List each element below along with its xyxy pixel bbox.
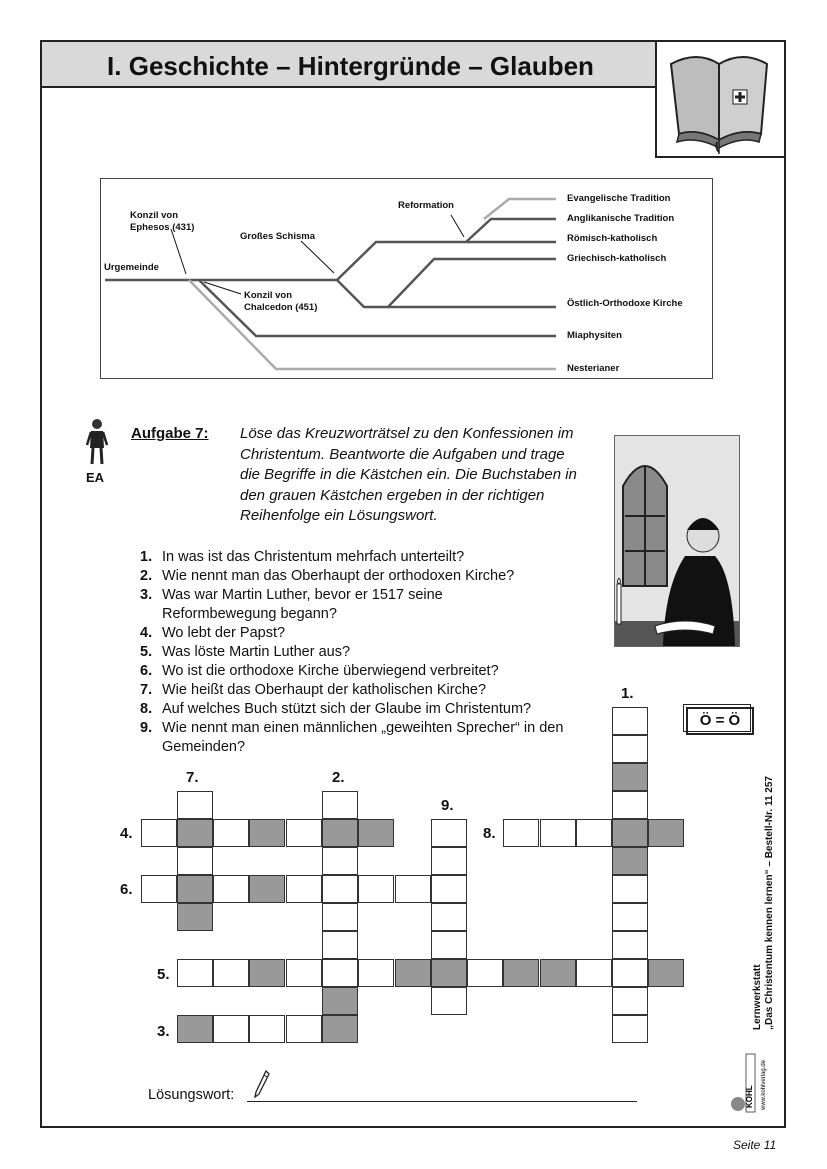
clue-number-9: 9. (441, 797, 454, 814)
publisher-logo (728, 1050, 776, 1119)
crossword-solution-cell[interactable] (249, 875, 285, 903)
label-nesterianer: Nesterianer (567, 363, 620, 374)
crossword-cell[interactable] (431, 875, 467, 903)
label-orthodox: Östlich-Orthodoxe Kirche (567, 298, 683, 309)
crossword-cell[interactable] (612, 875, 648, 903)
crossword-cell[interactable] (286, 875, 322, 903)
crossword-cell[interactable] (503, 819, 539, 847)
crossword-cell[interactable] (431, 819, 467, 847)
label-urgemeinde: Urgemeinde (104, 262, 159, 273)
crossword-cell[interactable] (177, 959, 213, 987)
list-item: 9. Wie nennt man einen männlichen „geweihten Sprecher“ in den Gemeinden? (140, 720, 564, 755)
crossword-solution-cell[interactable] (503, 959, 539, 987)
crossword-cell[interactable] (612, 735, 648, 763)
crossword-solution-cell[interactable] (395, 959, 431, 987)
crossword-cell[interactable] (612, 791, 648, 819)
bible-book-icon (657, 42, 784, 156)
crossword-cell[interactable] (249, 1015, 285, 1043)
crossword-cell[interactable] (467, 959, 503, 987)
crossword-cell[interactable] (213, 959, 249, 987)
crossword-cell[interactable] (612, 931, 648, 959)
crossword-solution-cell[interactable] (612, 819, 648, 847)
crossword-solution-cell[interactable] (322, 819, 358, 847)
svg-text:KOHL: KOHL (745, 1085, 754, 1108)
crossword-cell[interactable] (395, 875, 431, 903)
side-publication-info (752, 776, 776, 1030)
crossword-solution-cell[interactable] (612, 847, 648, 875)
label-konzil-chalcedon-1: Konzil von (244, 290, 293, 301)
list-item: 8. Auf welches Buch stützt sich der Glaube im Christentum? (140, 701, 532, 717)
crossword-cell[interactable] (612, 1015, 648, 1043)
crossword-cell[interactable] (431, 847, 467, 875)
crossword-cell[interactable] (576, 819, 612, 847)
crossword-cell[interactable] (141, 875, 177, 903)
crossword-cell[interactable] (358, 875, 394, 903)
task-instructions: Löse das Kreuzworträtsel zu den Konfessionen im Christentum. Beantworte die Aufgaben und trage die Begriffe in die Kästchen ein. Die Buchstaben in den grauen Kästchen ergeben in der richtigen Reihenfolge ein Lösungswort. (240, 425, 577, 524)
crossword-cell[interactable] (177, 791, 213, 819)
crossword-cell[interactable] (286, 819, 322, 847)
crossword-cell[interactable] (286, 1015, 322, 1043)
crossword-solution-cell[interactable] (249, 959, 285, 987)
crossword-cell[interactable] (213, 819, 249, 847)
clue-number-7: 7. (186, 769, 199, 786)
label-konzil-ephesos-2: Ephesos (431) (130, 222, 195, 233)
crossword-cell[interactable] (322, 959, 358, 987)
pencil-icon (254, 1070, 270, 1098)
clue-number-2: 2. (332, 769, 345, 786)
label-roemisch: Römisch-katholisch (567, 233, 658, 244)
list-item: 6. Wo ist die orthodoxe Kirche überwiegend verbreitet? (140, 663, 499, 679)
crossword-cell[interactable] (141, 819, 177, 847)
crossword-solution-cell[interactable] (612, 763, 648, 791)
page-number: Seite 11 (733, 1138, 777, 1152)
clue-number-3: 3. (157, 1023, 170, 1040)
clue-number-1: 1. (621, 685, 634, 702)
label-konzil-ephesos-1: Konzil von (130, 210, 179, 221)
ea-label: EA (86, 470, 105, 485)
crossword-solution-cell[interactable] (177, 875, 213, 903)
list-item: 1. In was ist das Christentum mehrfach unterteilt? (140, 549, 465, 565)
side-line-2: „Das Christentum kennen lernen“ – Bestell-Nr. 11 257 (764, 776, 775, 1030)
crossword-cell[interactable] (322, 875, 358, 903)
crossword-solution-cell[interactable] (322, 987, 358, 1015)
crossword-solution-cell[interactable] (177, 1015, 213, 1043)
crossword-cell[interactable] (576, 959, 612, 987)
crossword-cell[interactable] (322, 847, 358, 875)
crossword-solution-cell[interactable] (249, 819, 285, 847)
page-title: I. Geschichte – Hintergründe – Glauben (107, 51, 594, 81)
clue-number-8: 8. (483, 825, 496, 842)
umlaut-hint: Ö = Ö (686, 707, 754, 735)
solution-label: Lösungswort: (148, 1087, 235, 1103)
crossword-cell[interactable] (358, 959, 394, 987)
bible-illustration-box (655, 40, 786, 158)
priest-illustration (614, 435, 740, 647)
crossword-cell[interactable] (322, 903, 358, 931)
kohl-logo-icon (728, 1050, 776, 1114)
list-item: 3. Was war Martin Luther, bevor er 1517 seine Reformbewegung begann? (140, 587, 443, 622)
label-anglikanisch: Anglikanische Tradition (567, 213, 675, 224)
label-evangelisch: Evangelische Tradition (567, 193, 671, 204)
crossword-cell[interactable] (431, 903, 467, 931)
crossword-cell[interactable] (540, 819, 576, 847)
clue-number-4: 4. (120, 825, 133, 842)
crossword-cell[interactable] (177, 847, 213, 875)
crossword-cell[interactable] (286, 959, 322, 987)
crossword-solution-cell[interactable] (648, 819, 684, 847)
crossword-cell[interactable] (612, 959, 648, 987)
label-griechisch: Griechisch-katholisch (567, 253, 667, 264)
solution-answer-line[interactable] (247, 1101, 637, 1102)
crossword-cell[interactable] (431, 931, 467, 959)
list-item: 7. Wie heißt das Oberhaupt der katholischen Kirche? (140, 682, 487, 698)
question-list (140, 548, 602, 757)
crossword-cell[interactable] (431, 987, 467, 1015)
crossword-cell[interactable] (612, 707, 648, 735)
crossword-cell[interactable] (213, 1015, 249, 1043)
crossword-solution-cell[interactable] (648, 959, 684, 987)
crossword-solution-cell[interactable] (540, 959, 576, 987)
crossword-solution-cell[interactable] (177, 819, 213, 847)
label-reformation: Reformation (398, 200, 454, 211)
task-title: Aufgabe 7: (131, 425, 209, 442)
priest-reading-icon (615, 436, 739, 646)
crossword-solution-cell[interactable] (358, 819, 394, 847)
crossword-cell[interactable] (213, 875, 249, 903)
crossword-cell[interactable] (322, 791, 358, 819)
svg-text:www.kohlverlag.de: www.kohlverlag.de (761, 1059, 767, 1110)
clue-number-5: 5. (157, 966, 170, 983)
crossword-solution-cell[interactable] (322, 1015, 358, 1043)
crossword-cell[interactable] (612, 987, 648, 1015)
crossword-cell[interactable] (322, 931, 358, 959)
crossword-cell[interactable] (612, 903, 648, 931)
crossword-solution-cell[interactable] (431, 959, 467, 987)
clue-number-6: 6. (120, 881, 133, 898)
label-konzil-chalcedon-2: Chalcedon (451) (244, 302, 318, 313)
label-grosses-schisma: Großes Schisma (240, 231, 315, 242)
list-item: 2. Wie nennt man das Oberhaupt der orthodoxen Kirche? (140, 568, 515, 584)
crossword-solution-cell[interactable] (177, 903, 213, 931)
list-item: 5. Was löste Martin Luther aus? (140, 644, 351, 660)
denomination-tree-diagram (100, 178, 713, 379)
list-item: 4. Wo lebt der Papst? (140, 625, 286, 641)
side-line-1: Lernwerkstatt (752, 964, 763, 1030)
label-miaphysiten: Miaphysiten (567, 330, 622, 341)
single-work-person-icon (86, 418, 108, 468)
title-bar (40, 40, 657, 88)
